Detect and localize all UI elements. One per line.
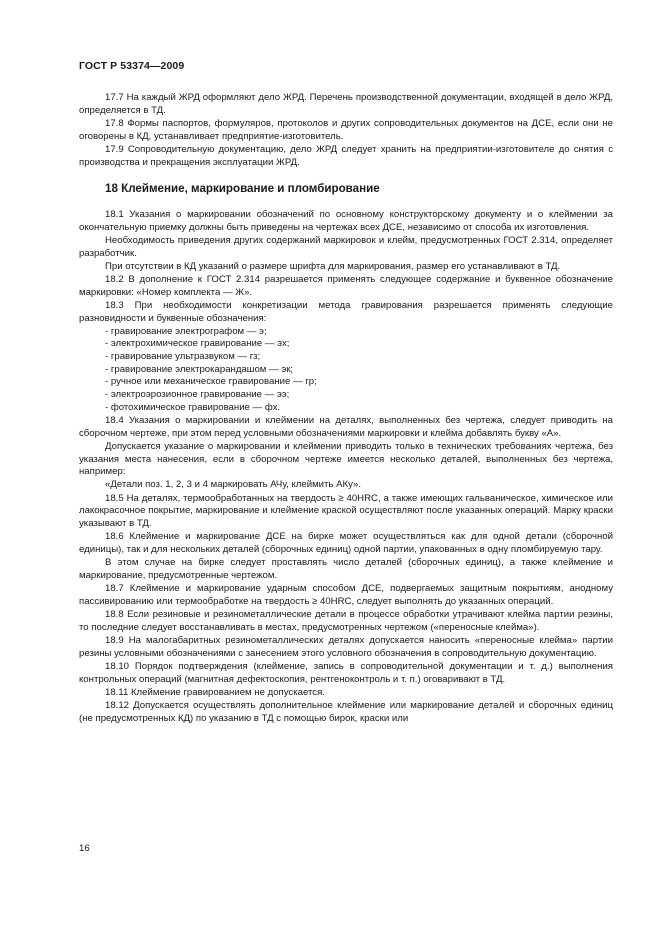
list-item: - гравирование электрокарандашом — эк; xyxy=(105,363,294,375)
paragraph-18-10: 18.10 Порядок подтверждения (клеймение, запись в сопроводительной документации и т. д.) выполнения контрольных операций (магнитная дефектоскопия, рентгеноконтроль и т. п.) оговаривают в ТД. xyxy=(79,660,613,685)
paragraph-17-7: 17.7 На каждый ЖРД оформляют дело ЖРД. Перечень производственной документации, входящей в дело ЖРД, определяется в ТД. xyxy=(79,92,613,116)
paragraph-18-8: 18.8 Если резиновые и резинометаллические детали в процессе обработки утрачивают клейма партии резины, то последние следует восстанавливать в местах, предусмотренных чертежом («переносные клейма»). xyxy=(79,609,613,633)
paragraph-18-4-note: Допускается указание о маркировании и клеймении приводить только в технических требованиях чертежа, без указания места нанесения, если в сборочном чертеже имеется несколько деталей, выполненных без чертежа, например: xyxy=(79,440,613,478)
list-item: - гравирование электрографом — э; xyxy=(105,325,267,337)
section-18-title: 18 Клеймение, маркирование и пломбирование xyxy=(105,182,380,196)
list-item: - электроэрозионное гравирование — ээ; xyxy=(105,389,290,401)
paragraph-18-1-note-2: При отсутствии в КД указаний о размере шрифта для маркирования, размер его устанавливают в ТД. xyxy=(105,261,561,273)
paragraph-18-6: 18.6 Клеймение и маркирование ДСЕ на бирке может осуществляться как для одной детали (сборочной единицы), так и для нескольких деталей (сборочных единиц) одной партии, упакованных в одну пломбируемую тару. xyxy=(79,531,613,555)
paragraph-18-9: 18.9 На малогабаритных резинометаллических деталях допускается наносить «переносные клейма» партии резины условными обозначениями с занесением этого условного обозначения в сопроводительную документацию. xyxy=(79,634,613,659)
paragraph-18-6-note: В этом случае на бирке следует проставлять число деталей (сборочных единиц), а также клеймение и маркирование, предусмотренные чертежом. xyxy=(79,557,613,581)
paragraph-18-4: 18.4 Указания о маркировании и клеймении на деталях, выполненных без чертежа, следует приводить на сборочном чертеже, при этом перед условными обозначениями маркировки и клейма добавлять букву «А». xyxy=(79,414,613,439)
paragraph-18-3: 18.3 При необходимости конкретизации метода гравирования разрешается применять следующие разновидности и буквенные обозначения: xyxy=(79,300,613,324)
paragraph-17-8: 17.8 Формы паспортов, формуляров, протоколов и других сопроводительных документов на ДСЕ, если они не оговорены в КД, устанавливает предприятие-изготовитель. xyxy=(79,117,613,142)
paragraph-18-11: 18.11 Клеймение гравированием не допускается. xyxy=(105,686,325,698)
paragraph-17-9: 17.9 Сопроводительную документацию, дело ЖРД следует хранить на предприятии-изготовителе до снятия с производства и прекращения эксплуатации ЖРД. xyxy=(79,143,613,168)
paragraph-18-1-note-1: Необходимость приведения других содержаний маркировок и клейм, предусмотренных ГОСТ 2.314, определяет разработчик. xyxy=(79,235,613,259)
paragraph-18-5: 18.5 На деталях, термообработанных на твердость ≥ 40HRC, а также имеющих гальваническое, химическое или лакокрасочное покрытие, маркирование и клеймение краской осуществляют после указанных операций. Марку краски указывают в ТД. xyxy=(79,492,613,530)
paragraph-18-4-example: «Детали поз. 1, 2, 3 и 4 маркировать АЧу, клеймить АКу». xyxy=(105,479,361,491)
list-item: - ручное или механическое гравирование — гр; xyxy=(105,376,317,388)
paragraph-18-12: 18.12 Допускается осуществлять дополнительное клеймение или маркирование деталей и сборочных единиц (не предусмотренных КД) по указанию в ТД с помощью бирок, краски или xyxy=(79,699,613,724)
page-number: 16 xyxy=(79,843,90,854)
paragraph-18-1: 18.1 Указания о маркировании обозначений по основному конструкторскому документу и о клеймении за окончательную приемку должны быть приведены на чертежах всех ДСЕ, независимо от способа их изготовления. xyxy=(79,209,613,233)
list-item: - электрохимическое гравирование — эх; xyxy=(105,338,290,350)
list-item: - фотохимическое гравирование — фх. xyxy=(105,401,281,413)
page-content xyxy=(79,92,613,725)
paragraph-18-2: 18.2 В дополнение к ГОСТ 2.314 разрешается применять следующее содержание и буквенное обозначение маркировки: «Номер комплекта — Ж». xyxy=(79,274,613,298)
paragraph-18-7: 18.7 Клеймение и маркирование ударным способом ДСЕ, подвергаемых защитным покрытиям, анодному пассивированию или термообработке на твердость ≥ 40HRC, следует выполнять до указанных операций. xyxy=(79,583,613,607)
list-item: - гравирование ультразвуком — гз; xyxy=(105,350,261,362)
document-header: ГОСТ Р 53374—2009 xyxy=(79,60,185,72)
